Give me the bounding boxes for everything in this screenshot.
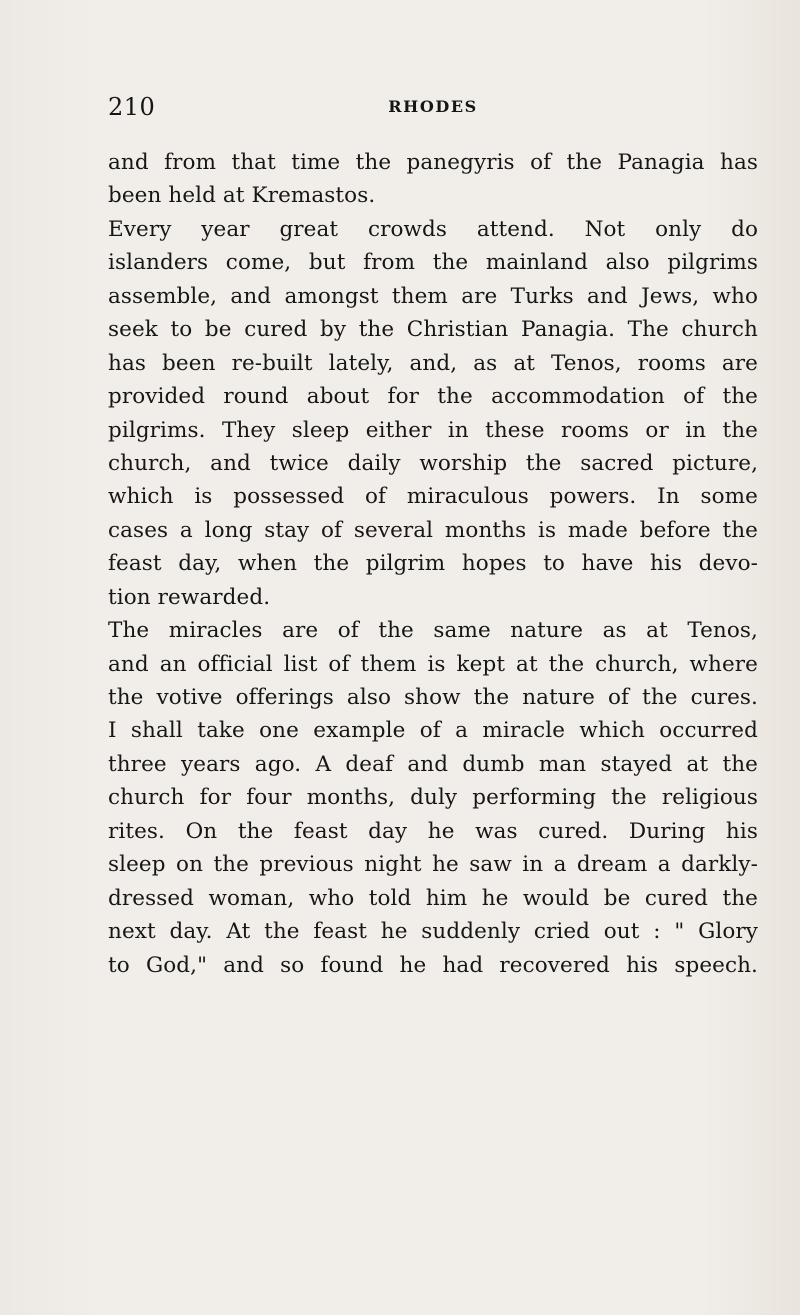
text-line: I shall take one example of a miracle which occurred xyxy=(108,718,758,744)
text-line: Every year great crowds attend. Not only do xyxy=(108,216,758,242)
text-line: three years ago. A deaf and dumb man stayed at the xyxy=(108,751,758,777)
text-line: next day. At the feast he suddenly cried out : " Glory xyxy=(108,919,758,945)
text-line: been held at Kremastos. xyxy=(108,183,376,209)
text-line: rites. On the feast day he was cured. During his xyxy=(108,818,758,844)
text-line: feast day, when the pilgrim hopes to have his devo- xyxy=(108,551,758,577)
page-number: 210 xyxy=(108,93,156,121)
text-line: the votive offerings also show the nature of the cures. xyxy=(108,685,758,710)
text-line: church, and twice daily worship the sacred picture, xyxy=(108,450,758,476)
text-line: assemble, and amongst them are Turks and Jews, who xyxy=(108,283,758,309)
text-line: pilgrims. They sleep either in these rooms or in the xyxy=(108,417,758,443)
text-body xyxy=(108,146,758,982)
text-line: islanders come, but from the mainland also pilgrims xyxy=(108,250,758,276)
text-line: church for four months, duly performing the religious xyxy=(108,785,758,811)
text-line: cases a long stay of several months is made before the xyxy=(108,517,758,543)
running-head: RHODES xyxy=(388,97,478,116)
text-line: seek to be cured by the Christian Panagia. The church xyxy=(108,317,758,343)
text-line: which is possessed of miraculous powers. In some xyxy=(108,484,758,510)
text-line: tion rewarded. xyxy=(108,584,271,610)
text-line: provided round about for the accommodation of the xyxy=(108,384,758,410)
page-header xyxy=(108,92,758,126)
text-line: and an official list of them is kept at the church, where xyxy=(108,651,758,677)
text-line: has been re-built lately, and, as at Tenos, rooms are xyxy=(108,350,758,376)
text-line: sleep on the previous night he saw in a dream a darkly- xyxy=(108,852,758,878)
text-line: dressed woman, who told him he would be cured the xyxy=(108,885,758,911)
text-line: to God," and so found he had recovered his speech. xyxy=(108,952,758,978)
text-line: and from that time the panegyris of the Panagia has xyxy=(108,150,758,175)
text-line: The miracles are of the same nature as at Tenos, xyxy=(108,618,758,644)
